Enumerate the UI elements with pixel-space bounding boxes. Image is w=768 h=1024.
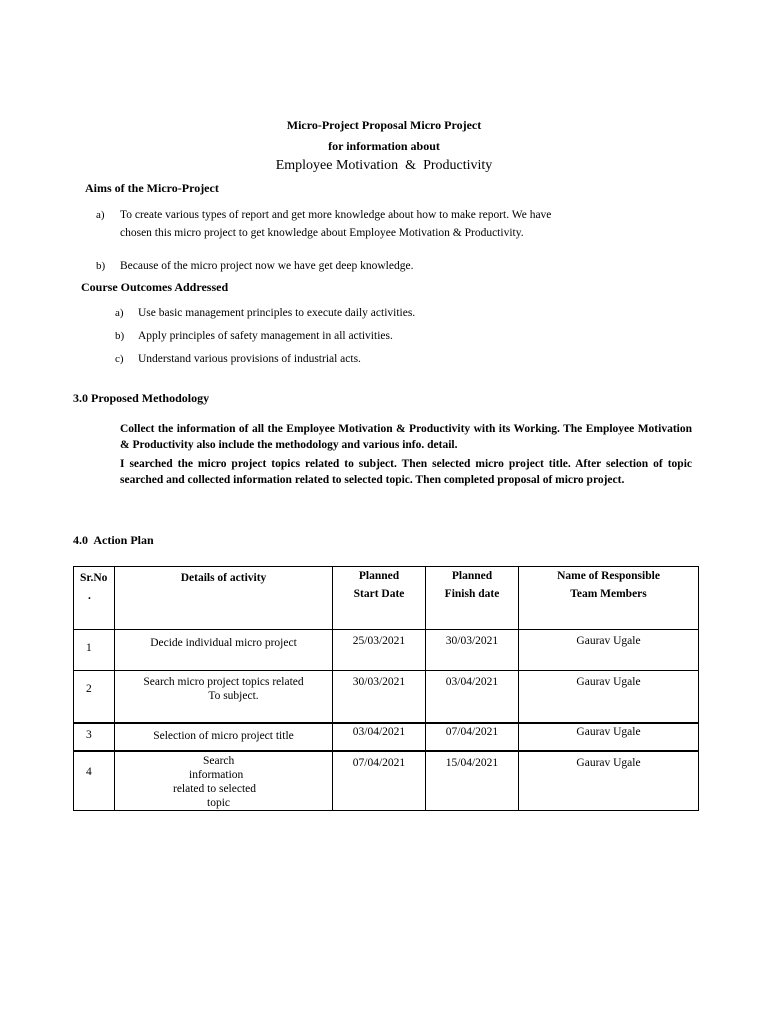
row-4-number: 4: [74, 751, 115, 811]
aims-item-a-line1: To create various types of report and get more knowledge about how to make report. We have: [120, 209, 552, 221]
aims-item-b: Because of the micro project now we have get deep knowledge.: [120, 260, 414, 272]
outcomes-marker-c: c): [115, 353, 124, 365]
table-header-row: [74, 567, 699, 630]
outcome-item-a: Use basic management principles to execute daily activities.: [138, 307, 416, 319]
header-details: [115, 567, 333, 630]
row-2-number: 2: [74, 671, 115, 723]
row-4-member: Gaurav Ugale: [519, 751, 699, 811]
row-2-finish: 03/04/2021: [426, 671, 519, 723]
header-finish: [426, 567, 519, 630]
methodology-paragraph-2: I searched the micro project topics related to subject. Then selected micro project title. After selection of topic searched and collected information related to selected topic. Then completed proposal of micro project.: [120, 458, 692, 486]
outcome-item-c: Understand various provisions of industrial acts.: [138, 353, 361, 365]
methodology-heading: 3.0 Proposed Methodology: [73, 391, 210, 405]
row-2-details: [115, 671, 333, 723]
row-1-finish: 30/03/2021: [426, 630, 519, 671]
aims-marker-b: b): [96, 260, 106, 272]
title-line-2: for information about: [328, 139, 440, 153]
row-3-finish: 07/04/2021: [426, 723, 519, 751]
row-3-details-line1: Selection of micro project title: [153, 729, 294, 742]
row-2-member: Gaurav Ugale: [519, 671, 699, 723]
row-1-details-line1: Decide individual micro project: [150, 637, 297, 649]
table-row: [74, 671, 699, 723]
aims-heading: Aims of the Micro-Project: [85, 181, 219, 195]
row-3-number: 3: [74, 723, 115, 751]
row-3-start: 03/04/2021: [333, 723, 426, 751]
header-srno-line2: .: [88, 590, 91, 602]
row-1-details: [115, 630, 333, 671]
row-4-finish: 15/04/2021: [426, 751, 519, 811]
header-details-label: Details of activity: [180, 572, 267, 584]
header-members-line1: Name of Responsible: [557, 570, 660, 582]
document-title: Employee Motivation & Productivity: [275, 158, 493, 173]
row-3-details: [115, 723, 333, 751]
aims-item-a-line2: chosen this micro project to get knowledge about Employee Motivation & Productivity.: [120, 227, 524, 239]
header-finish-line1: Planned: [451, 570, 493, 582]
methodology-paragraph-1: Collect the information of all the Employee Motivation & Productivity with its Working. The Employee Motivation & Productivity also include the methodology and various info. detail.: [120, 423, 692, 451]
row-2-start: 30/03/2021: [333, 671, 426, 723]
table-row: [74, 630, 699, 671]
row-4-details-line1: Search: [203, 754, 235, 767]
header-srno: [74, 567, 115, 630]
header-members-line2: Team Members: [570, 588, 647, 600]
outcomes-heading: Course Outcomes Addressed: [81, 280, 229, 294]
header-srno-line1: Sr.No: [80, 572, 108, 584]
row-4-details-line4: topic: [207, 796, 230, 809]
row-1-number: 1: [74, 630, 115, 671]
aims-marker-a: a): [96, 209, 105, 221]
outcome-item-b: Apply principles of safety management in all activities.: [138, 330, 393, 342]
row-4-details-line3: related to selected: [173, 782, 257, 795]
row-2-details-line2: To subject.: [208, 690, 259, 702]
row-4-details: [115, 751, 333, 811]
header-members: [519, 567, 699, 630]
table-row: [74, 723, 699, 751]
row-4-start: 07/04/2021: [333, 751, 426, 811]
outcomes-marker-b: b): [115, 330, 125, 342]
row-2-details-line1: Search micro project topics related: [143, 676, 304, 688]
header-finish-line2: Finish date: [444, 588, 500, 600]
row-4-details-line2: information: [189, 768, 244, 781]
action-plan-table: [73, 566, 699, 811]
row-1-member: Gaurav Ugale: [519, 630, 699, 671]
header-start-line1: Planned: [358, 570, 400, 582]
header-start-line2: Start Date: [353, 588, 405, 600]
row-1-start: 25/03/2021: [333, 630, 426, 671]
title-line-1: Micro-Project Proposal Micro Project: [286, 118, 482, 132]
action-plan-heading: 4.0 Action Plan: [73, 533, 154, 547]
outcomes-marker-a: a): [115, 307, 124, 319]
row-3-member: Gaurav Ugale: [519, 723, 699, 751]
header-start: [333, 567, 426, 630]
table-row: [74, 751, 699, 811]
